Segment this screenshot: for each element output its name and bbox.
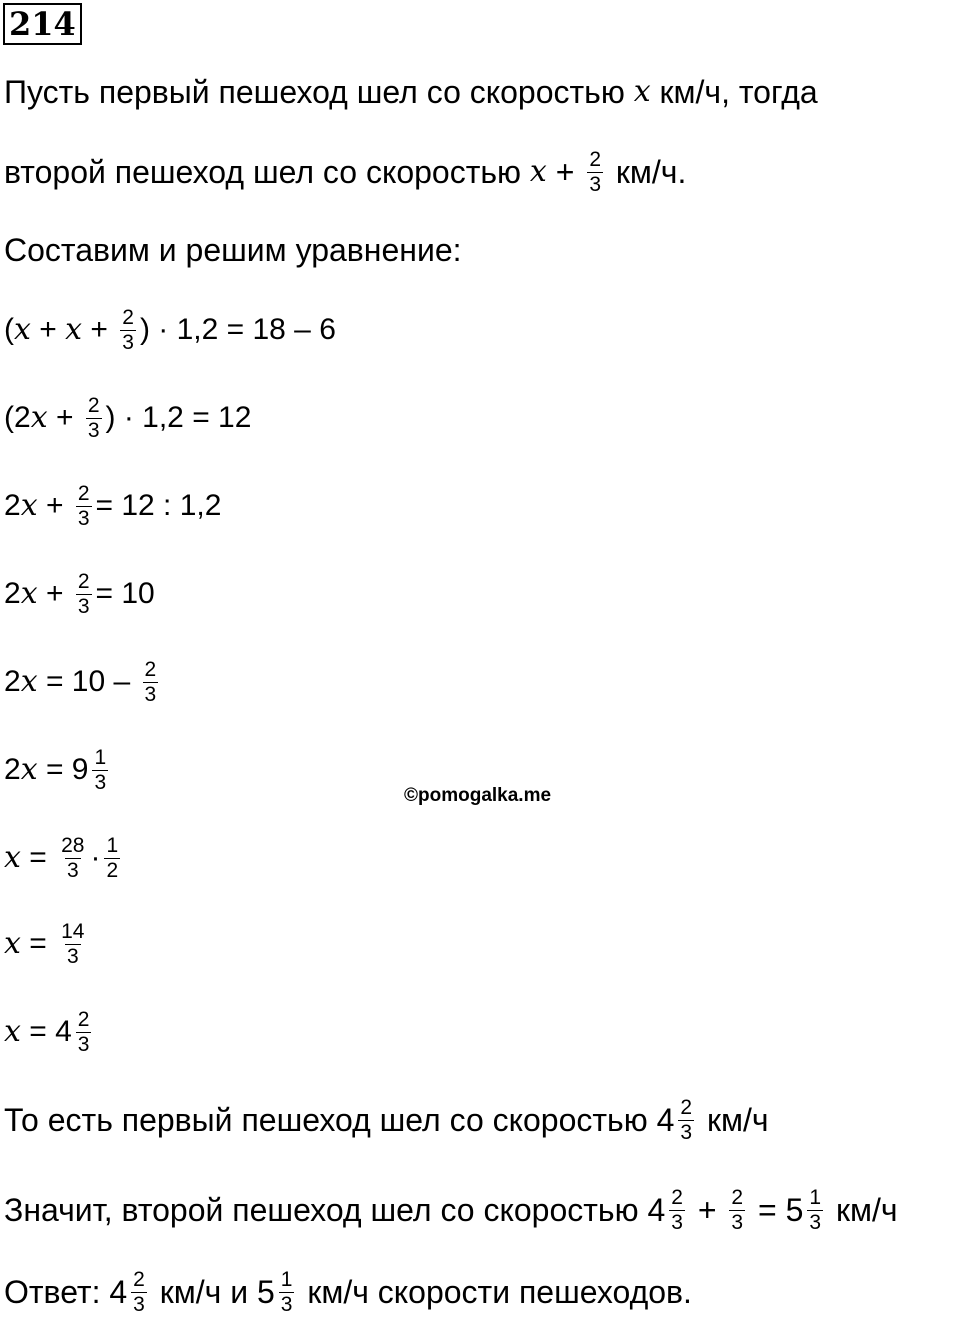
text: второй пешеход шел со скоростью bbox=[4, 154, 530, 190]
numerator: 2 bbox=[671, 1185, 683, 1209]
equation-4 bbox=[4, 564, 155, 624]
text: · bbox=[90, 841, 101, 874]
variable: x bbox=[529, 154, 547, 189]
variable: x bbox=[4, 840, 21, 875]
variable: x bbox=[4, 926, 21, 961]
denominator: 3 bbox=[66, 944, 79, 968]
text: Значит, второй пешеход шел со скоростью 4 bbox=[4, 1192, 666, 1228]
text: 2 bbox=[4, 665, 21, 698]
fraction bbox=[678, 1096, 694, 1145]
text: + bbox=[47, 401, 82, 434]
text: км/ч bbox=[827, 1192, 898, 1228]
answer-line bbox=[4, 1262, 692, 1322]
text: = 4 bbox=[20, 1015, 72, 1048]
fraction bbox=[143, 658, 159, 707]
equation-9 bbox=[4, 1002, 95, 1062]
equation-8 bbox=[4, 914, 90, 974]
denominator: 3 bbox=[122, 330, 134, 354]
variable: x bbox=[65, 312, 83, 347]
text: + bbox=[546, 154, 584, 190]
equation-5 bbox=[4, 652, 162, 712]
numerator: 2 bbox=[87, 393, 100, 417]
text: км/ч. bbox=[607, 154, 687, 190]
text: + bbox=[30, 313, 66, 346]
numerator: 2 bbox=[680, 1095, 693, 1119]
numerator: 28 bbox=[61, 833, 85, 857]
fraction bbox=[59, 920, 86, 969]
variable: x bbox=[20, 752, 38, 787]
denominator: 3 bbox=[680, 1120, 693, 1144]
text: (2 bbox=[4, 401, 31, 434]
text: = 5 bbox=[749, 1192, 804, 1228]
text: + bbox=[82, 313, 117, 346]
equation-1 bbox=[4, 300, 336, 360]
denominator: 3 bbox=[66, 858, 79, 882]
equation-3 bbox=[4, 476, 221, 536]
text: То есть первый пешеход шел со скоростью 4 bbox=[4, 1102, 675, 1138]
denominator: 3 bbox=[280, 1292, 293, 1316]
variable: x bbox=[633, 74, 651, 109]
text: 2 bbox=[4, 577, 21, 610]
denominator: 3 bbox=[87, 418, 100, 442]
watermark: ©pomogalka.me bbox=[404, 785, 552, 806]
conclusion-line-1 bbox=[4, 1090, 769, 1150]
denominator: 3 bbox=[809, 1210, 822, 1234]
text: + bbox=[37, 489, 72, 522]
equation-6 bbox=[4, 740, 112, 800]
denominator: 3 bbox=[671, 1210, 683, 1234]
variable: x bbox=[4, 1014, 21, 1049]
numerator: 1 bbox=[280, 1267, 293, 1291]
numerator: 2 bbox=[589, 147, 601, 171]
fraction bbox=[76, 482, 92, 531]
text: + bbox=[688, 1192, 726, 1228]
text: Составим и решим уравнение: bbox=[4, 232, 462, 268]
text: км/ч скорости пешеходов. bbox=[298, 1274, 692, 1310]
problem-number: 214 bbox=[3, 3, 82, 45]
variable: x bbox=[20, 488, 38, 523]
numerator: 1 bbox=[106, 833, 119, 857]
denominator: 3 bbox=[589, 172, 601, 196]
text: ) · 1,2 = 18 – 6 bbox=[139, 313, 336, 346]
numerator: 2 bbox=[731, 1185, 744, 1209]
text: км/ч bbox=[698, 1102, 769, 1138]
text: ( bbox=[4, 313, 14, 346]
conclusion-line-2 bbox=[4, 1180, 898, 1240]
numerator: 1 bbox=[809, 1185, 822, 1209]
fraction bbox=[59, 834, 86, 883]
text: Ответ: 4 bbox=[4, 1274, 128, 1310]
text: 2 bbox=[4, 753, 21, 786]
numerator: 2 bbox=[77, 1007, 90, 1031]
fraction bbox=[76, 1008, 92, 1057]
denominator: 3 bbox=[77, 1032, 90, 1056]
text: = 12 : 1,2 bbox=[95, 489, 222, 522]
fraction bbox=[587, 148, 603, 197]
text: 2 bbox=[4, 489, 21, 522]
fraction bbox=[279, 1268, 295, 1317]
text-line-3 bbox=[4, 220, 462, 280]
text: = bbox=[20, 927, 56, 960]
fraction bbox=[76, 570, 92, 619]
text: Пусть первый пешеход шел со скоростью bbox=[4, 74, 634, 110]
denominator: 3 bbox=[731, 1210, 744, 1234]
equation-7 bbox=[4, 828, 124, 888]
denominator: 3 bbox=[133, 1292, 145, 1316]
denominator: 3 bbox=[77, 506, 90, 530]
fraction bbox=[131, 1268, 147, 1317]
fraction bbox=[86, 394, 102, 443]
text: = 10 bbox=[95, 577, 155, 610]
variable: x bbox=[20, 576, 38, 611]
numerator: 2 bbox=[77, 569, 90, 593]
fraction bbox=[729, 1186, 745, 1235]
numerator: 14 bbox=[61, 919, 85, 943]
fraction bbox=[120, 306, 136, 355]
denominator: 2 bbox=[106, 858, 119, 882]
text-line-1 bbox=[4, 62, 818, 122]
denominator: 3 bbox=[77, 594, 90, 618]
text-line-2 bbox=[4, 142, 686, 202]
variable: x bbox=[20, 664, 38, 699]
denominator: 3 bbox=[144, 682, 157, 706]
numerator: 1 bbox=[94, 745, 107, 769]
text: ) · 1,2 = 12 bbox=[105, 401, 252, 434]
text: = bbox=[20, 841, 56, 874]
text: км/ч и 5 bbox=[150, 1274, 275, 1310]
fraction bbox=[807, 1186, 823, 1235]
numerator: 2 bbox=[122, 305, 134, 329]
fraction bbox=[104, 834, 120, 883]
equation-2 bbox=[4, 388, 251, 448]
text: = 10 – bbox=[37, 665, 139, 698]
fraction bbox=[669, 1186, 685, 1235]
text: + bbox=[37, 577, 72, 610]
text: км/ч, тогда bbox=[650, 74, 818, 110]
numerator: 2 bbox=[133, 1267, 145, 1291]
numerator: 2 bbox=[77, 481, 90, 505]
variable: x bbox=[30, 400, 48, 435]
text: = 9 bbox=[37, 753, 89, 786]
fraction bbox=[92, 746, 108, 795]
denominator: 3 bbox=[94, 770, 107, 794]
numerator: 2 bbox=[144, 657, 157, 681]
variable: x bbox=[14, 312, 31, 347]
